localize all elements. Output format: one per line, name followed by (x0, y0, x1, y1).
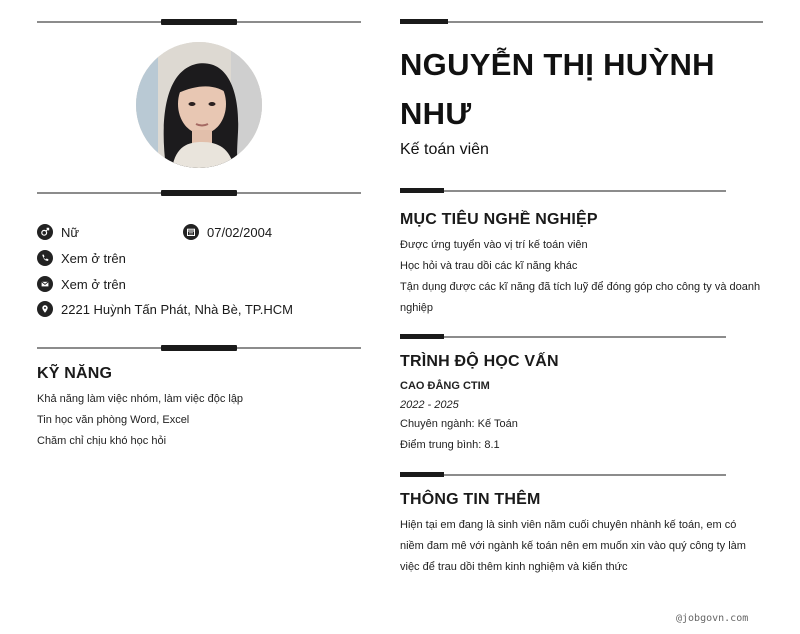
calendar-icon (183, 224, 199, 240)
candidate-name: NGUYỄN THỊ HUỲNH NHƯ (400, 47, 715, 131)
divider-under-avatar (37, 192, 361, 194)
gender-icon (37, 224, 53, 240)
school-name: CAO ĐẲNG CTIM (400, 380, 490, 392)
contact-email (37, 276, 126, 292)
study-period: 2022 - 2025 (400, 399, 459, 411)
skill-item: Chăm chỉ chịu khó học hỏi (37, 435, 167, 447)
divider-top-left (37, 21, 361, 23)
address-value: 2221 Huỳnh Tấn Phát, Nhà Bè, TP.HCM (61, 301, 293, 317)
contact-birthday (183, 224, 272, 240)
avatar (136, 42, 262, 168)
extra-title: THÔNG TIN THÊM (400, 491, 541, 508)
divider-top-right (400, 21, 763, 23)
extra-line: việc để trau dồi thêm kinh nghiệm và kiến thức (400, 561, 628, 573)
location-pin-icon (37, 301, 53, 317)
gender-value: Nữ (61, 224, 80, 240)
phone-icon (37, 250, 53, 266)
birthday-value: 07/02/2004 (207, 224, 273, 240)
contact-phone (37, 250, 126, 266)
divider-skills (37, 347, 361, 349)
email-icon (37, 276, 53, 292)
study-gpa: Điểm trung bình: 8.1 (400, 439, 500, 451)
divider-objective (400, 190, 726, 192)
phone-value: Xem ở trên (61, 250, 126, 266)
education-title: TRÌNH ĐỘ HỌC VẤN (400, 353, 559, 370)
watermark: @jobgovn.com (676, 613, 749, 624)
contact-address (37, 301, 293, 317)
study-major: Chuyên ngành: Kế Toán (400, 418, 518, 430)
skill-item: Tin học văn phòng Word, Excel (37, 414, 190, 426)
objective-title: MỤC TIÊU NGHỀ NGHIỆP (400, 211, 598, 228)
extra-line: Hiện tại em đang là sinh viên năm cuối chuyên nhành kế toán, em có (400, 519, 737, 531)
skills-title: KỸ NĂNG (37, 365, 113, 382)
divider-education (400, 336, 726, 338)
objective-line: Học hỏi và trau dồi các kĩ năng khác (400, 260, 578, 272)
objective-line: Tận dụng được các kĩ năng đã tích luỹ để đóng góp cho công ty và doanh (400, 281, 761, 293)
objective-line: nghiệp (400, 302, 434, 314)
objective-line: Được ứng tuyển vào vị trí kế toán viên (400, 239, 588, 251)
skill-item: Khả năng làm việc nhóm, làm việc độc lập (37, 393, 244, 405)
extra-line: niềm đam mê với ngành kế toán nên em muốn xin vào quý công ty làm (400, 540, 746, 552)
divider-extra (400, 474, 726, 476)
contact-gender (37, 224, 79, 240)
job-title: Kế toán viên (400, 141, 489, 158)
email-value: Xem ở trên (61, 276, 126, 292)
